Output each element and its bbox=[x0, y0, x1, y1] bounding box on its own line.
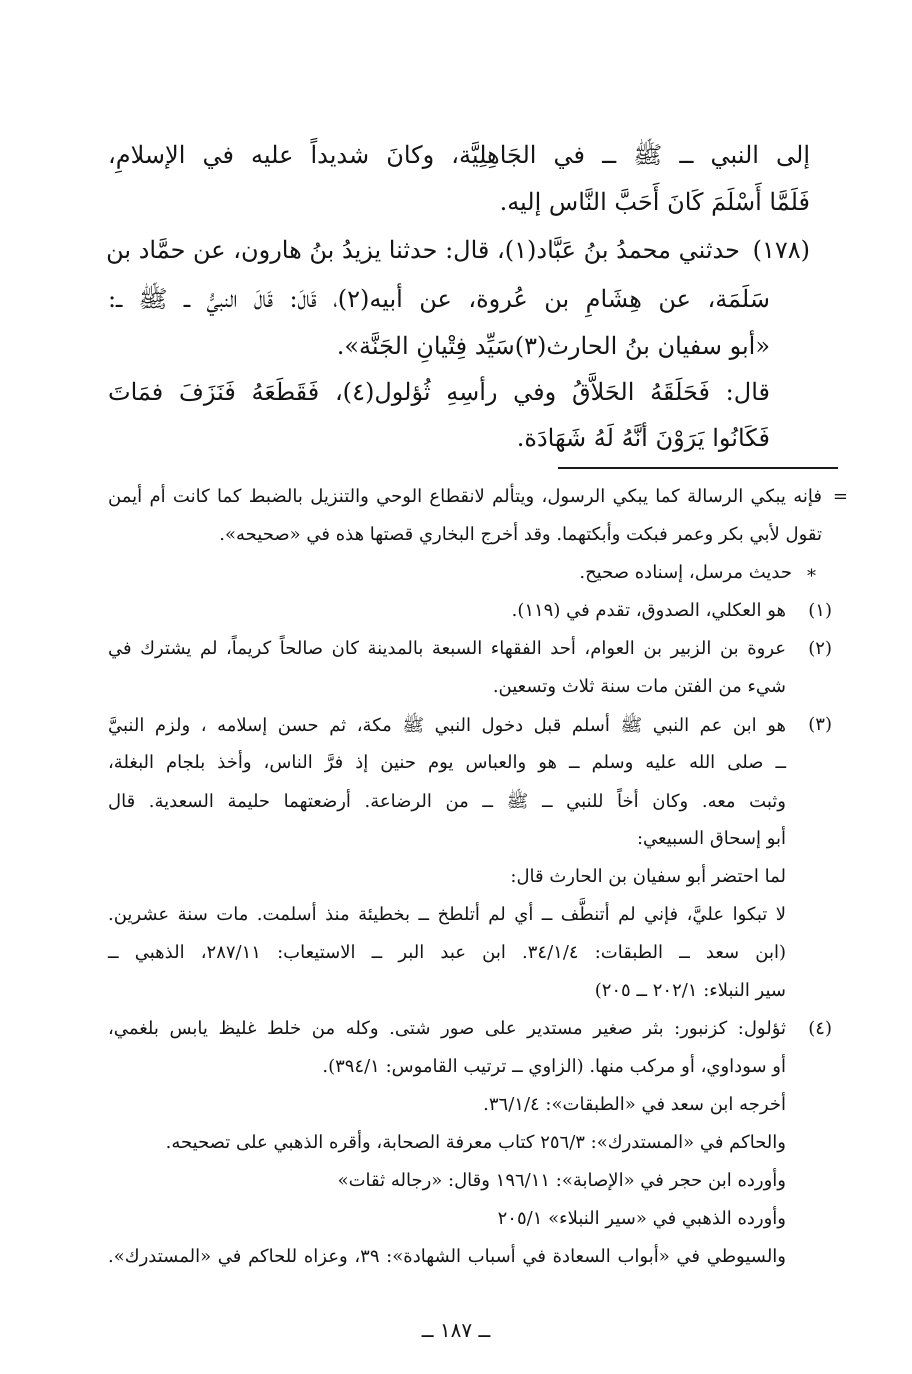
footnote-3-line-6: لا تبكوا عليَّ، فإني لم أتنطَّف ــ أي لم أتلطخ ــ بخطيئة منذ أسلمت. مات سنة عشرين. bbox=[108, 904, 786, 925]
footnote-continuation-line-1: فإنه يبكي الرسالة كما يبكي الرسول، ويتألم لانقطاع الوحي والتنزيل بالضبط كما كانت أم أيمن bbox=[108, 486, 822, 507]
source-line-1: أخرجه ابن سعد في «الطبقات»: ٣٦/١/٤. bbox=[483, 1094, 786, 1115]
footnote-4-label: (٤) bbox=[808, 1018, 832, 1039]
main-line-2: فَلَمَّا أَسْلَمَ كَانَ أَحَبَّ النَّاس إليه. bbox=[499, 188, 810, 216]
footnote-1-text: هو العكلي، الصدوق، تقدم في (١١٩). bbox=[511, 600, 786, 621]
hadith-number: (١٧٨) bbox=[752, 236, 810, 264]
footnote-3-line-2: ــ صلى الله عليه وسلم ــ هو والعباس يوم حنين إذ فرَّ الناس، وأخذ بلجام البغلة، bbox=[108, 752, 786, 773]
source-line-3: وأورده ابن حجر في «الإصابة»: ١٩٦/١١ وقال: «رجاله ثقات» bbox=[337, 1170, 786, 1191]
main-line-3: حدثني محمدُ بنُ عَبَّاد(١)، قال: حدثنا يزيدُ بنُ هارون، عن حمَّاد بن bbox=[106, 236, 740, 264]
source-line-5: والسيوطي في «أبواب السعادة في أسباب الشهادة»: ٣٩، وعزاه للحاكم في «المستدرك». bbox=[108, 1246, 787, 1267]
footnote-3-line-8: سير النبلاء: ٢٠٢/١ ــ ٢٠٥) bbox=[594, 980, 786, 1001]
continuation-marker: = bbox=[832, 486, 848, 507]
footnote-3-line-3: وثبت معه. وكان أخاً للنبي ــ ﷺ ــ من الرضاعة. أرضعتهما حليمة السعدية. قال bbox=[108, 791, 786, 812]
footnote-4-line-1: ثؤلول: كزنبور: بثر صغير مستدير على صور شتى. وكله من خلط غليظ يابس بلغمي، bbox=[108, 1018, 786, 1039]
star-marker: * bbox=[807, 566, 816, 587]
footnote-2-line-2: شيء من الفتن مات سنة ثلاث وتسعين. bbox=[492, 676, 786, 697]
main-line-4: سَلَمَة، عن هِشَامِ بن عُروة، عن أبيه(٢)، قَالَ: قَالَ النبيُّ ــ ﷺ ــ: bbox=[108, 285, 770, 313]
source-line-4: وأورده الذهبي في «سير النبلاء» ٢٠٥/١ bbox=[497, 1208, 786, 1229]
footnote-1-label: (١) bbox=[808, 600, 832, 621]
footnote-separator bbox=[558, 467, 838, 469]
footnote-star-text: حديث مرسل، إسناده صحيح. bbox=[579, 562, 792, 583]
page-number: ــ ١٨٧ ــ bbox=[421, 1318, 491, 1342]
main-line-6: قال: فَحَلَقَهُ الحَلاَّقُ وفي رأسِهِ ثُؤلول(٤)، فَقَطَعَهُ فَنَزَفَ فمَاتَ bbox=[108, 378, 770, 406]
footnote-2-label: (٢) bbox=[808, 638, 832, 659]
footnote-continuation-line-2: تقول لأبي بكر وعمر فبكت وأبكتهما. وقد أخرج البخاري قصتها هذه في «صحيحه». bbox=[219, 524, 822, 545]
footnote-2-line-1: عروة بن الزبير بن العوام، أحد الفقهاء السبعة بالمدينة كان صالحاً كريماً، لم يشترك في bbox=[108, 638, 786, 659]
footnote-3-line-4: أبو إسحاق السبيعي: bbox=[636, 828, 786, 849]
footnote-3-label: (٣) bbox=[808, 714, 832, 735]
footnote-3-line-7: (ابن سعد ــ الطبقات: ٣٤/١/٤. ابن عبد البر ــ الاستيعاب: ٢٨٧/١١، الذهبي ــ bbox=[108, 942, 786, 963]
source-line-2: والحاكم في «المستدرك»: ٢٥٦/٣ كتاب معرفة الصحابة، وأقره الذهبي على تصحيحه. bbox=[165, 1132, 786, 1153]
main-line-1: إلى النبي ــ ﷺ ــ في الجَاهِلِيَّة، وكانَ شديداً عليه في الإسلامِ، bbox=[108, 141, 810, 169]
main-line-5: «أبو سفيان بنُ الحارث(٣)سَيِّد فِتْيانِ الجَنَّة». bbox=[336, 332, 770, 360]
footnote-3-line-5: لما احتضر أبو سفيان بن الحارث قال: bbox=[510, 866, 786, 887]
footnote-3-line-1: هو ابن عم النبي ﷺ أسلم قبل دخول النبي ﷺ مكة، ثم حسن إسلامه ، ولزم النبيَّ bbox=[108, 715, 786, 736]
main-line-7: فَكَانُوا يَرَوْنَ أنَّهُ لَهُ شَهَادَة. bbox=[516, 424, 770, 452]
footnote-4-line-2: أو سوداوي، أو مركب منها. (الزاوي ــ ترتيب القاموس: ٣٩٤/١). bbox=[322, 1056, 786, 1077]
